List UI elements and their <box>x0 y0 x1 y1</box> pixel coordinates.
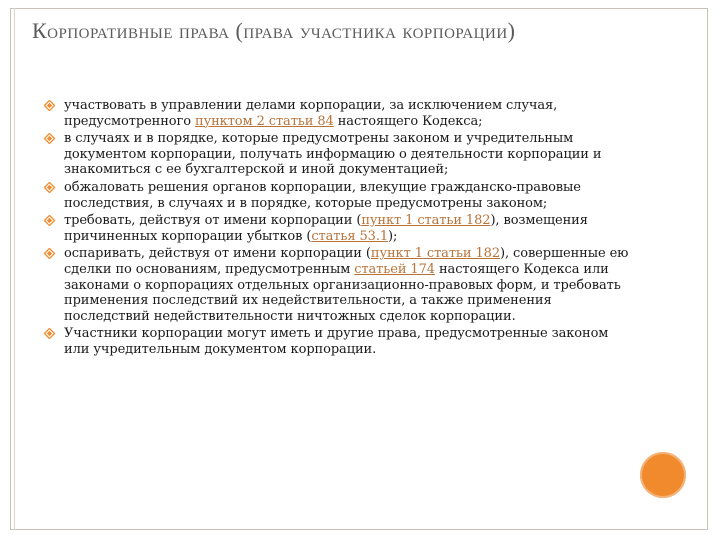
law-link[interactable]: статьей 174 <box>354 261 435 277</box>
law-link[interactable]: пунктом 2 статьи 84 <box>195 113 334 129</box>
item-text: ), возмещения причиненных корпорации убытков ( <box>64 213 588 244</box>
item-text: в случаях и в порядке, которые предусмотрены законом и учредительным документом корпорации, получать информацию о деятельности корпорации и знакомиться с ее бухгалтерской и иной документацией; <box>64 131 602 178</box>
item-text: ); <box>388 228 398 244</box>
law-link[interactable]: пункт 1 статьи 182 <box>370 246 501 262</box>
law-link[interactable]: пункт 1 статьи 182 <box>361 213 491 229</box>
list-item <box>44 213 634 244</box>
diamond-bullet-icon <box>44 328 55 339</box>
list-item <box>44 180 634 211</box>
slide-side-rule <box>14 8 15 530</box>
bullet-list <box>44 98 634 360</box>
law-link[interactable]: статья 53.1 <box>311 228 389 244</box>
list-item <box>44 98 634 129</box>
diamond-bullet-icon <box>44 100 55 111</box>
item-text: ), совершенные ею сделки по основаниям, предусмотренным <box>64 246 629 277</box>
decorative-orange-circle <box>640 452 686 498</box>
item-text: Участники корпорации могут иметь и другие права, предусмотренные законом или учредительным документом корпорации. <box>64 326 609 357</box>
item-text: участвовать в управлении делами корпорации, за исключением случая, предусмотренного <box>64 98 558 129</box>
diamond-bullet-icon <box>44 248 55 259</box>
list-item <box>44 326 634 357</box>
diamond-bullet-icon <box>44 215 55 226</box>
item-text: настоящего Кодекса или законами о корпорациях отдельных организационно-правовых форм, и требовать применения последствий их недействительности, а также применения последствий недействительности ничтожных сделок корпорации. <box>64 261 621 324</box>
diamond-bullet-icon <box>44 182 55 193</box>
item-text: требовать, действуя от имени корпорации ( <box>64 213 362 229</box>
slide-title: Корпоративные права (права участника корпорации) <box>32 18 516 43</box>
item-text: обжаловать решения органов корпорации, влекущие гражданско-правовые последствия, в случаях и в порядке, которые предусмотрены законом; <box>64 179 581 211</box>
list-item <box>44 246 634 324</box>
item-text: настоящего Кодекса; <box>333 113 483 129</box>
diamond-bullet-icon <box>44 133 55 144</box>
item-text: оспаривать, действуя от имени корпорации ( <box>64 246 371 262</box>
list-item <box>44 131 634 178</box>
